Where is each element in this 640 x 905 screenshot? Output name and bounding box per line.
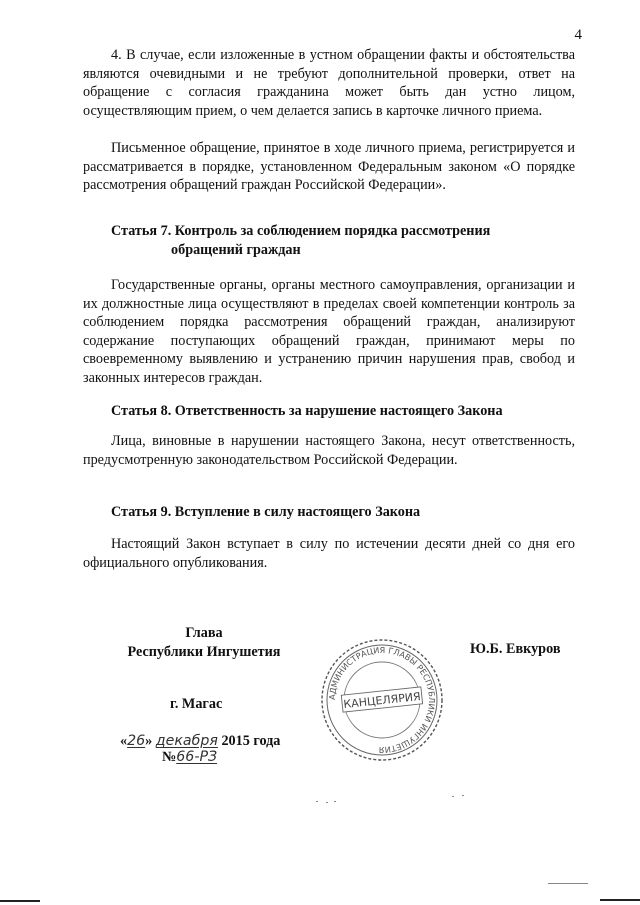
article-8-heading: Статья 8. Ответственность за нарушение настоящего Закона <box>111 403 503 419</box>
paragraph-4: 4. В случае, если изложенные в устном обращении факты и обстоятельства являются очевидными и не требуют дополнительной проверки, ответ на обращение с согласия гражданина может быть дан устно лицом, осуществляющим прием, о чем делается запись в карточке личного приема. <box>83 47 575 119</box>
law-number <box>162 748 217 767</box>
signing-place: г. Магас <box>170 696 223 712</box>
date-year: 2015 года <box>221 733 281 749</box>
law-number-prefix: № <box>162 749 177 765</box>
signatory-name: Ю.Б. Евкуров <box>470 641 561 657</box>
signatory-title <box>118 624 290 661</box>
article-8-body: Лица, виновные в нарушении настоящего Закона, несут ответственность, предусмотренную законодательством Российской Федерации. <box>83 433 575 468</box>
article-7-heading-line1: Статья 7. Контроль за соблюдением порядка рассмотрения <box>111 223 491 239</box>
article-7-heading <box>83 222 575 259</box>
date-quote-open: « <box>120 733 128 749</box>
office-stamp <box>318 636 446 764</box>
page-number: 4 <box>574 27 582 43</box>
stamp-center-text: КАНЦЕЛЯРИЯ <box>342 689 422 712</box>
date-quote-close: » <box>145 733 153 749</box>
stamp-ring-text: АДМИНИСТРАЦИЯ ГЛАВЫ РЕСПУБЛИКИ ИНГУШЕТИЯ <box>326 644 438 756</box>
date-month-handwritten: декабря <box>155 733 218 749</box>
article-7-heading-line2: обращений граждан <box>171 241 301 258</box>
article-7-body: Государственные органы, органы местного самоуправления, организации и их должностные лица осуществляют в пределах своей компетенции контроль за соблюдением порядка рассмотрения обращений граждан, анализируют содержание поступающих обращений граждан, принимают меры по своевременному выявлению и устранению причин нарушения прав, свобод и законных интересов граждан. <box>83 277 575 386</box>
article-9-heading: Статья 9. Вступление в силу настоящего Закона <box>111 504 421 520</box>
law-number-handwritten: 66-РЗ <box>176 749 218 765</box>
paragraph-written-appeal: Письменное обращение, принятое в ходе личного приема, регистрируется и рассматривается в порядке, установленном Федеральным законом «О порядке рассмотрения обращений граждан Российской Федерации». <box>83 140 575 193</box>
date-day-handwritten: 26 <box>127 733 146 749</box>
signatory-title-line2: Республики Ингушетия <box>127 643 281 660</box>
scan-artifacts <box>0 780 640 905</box>
article-9-body: Настоящий Закон вступает в силу по истечении десяти дней со дня его официального опубликования. <box>83 536 575 571</box>
signatory-title-line1: Глава <box>185 625 223 641</box>
